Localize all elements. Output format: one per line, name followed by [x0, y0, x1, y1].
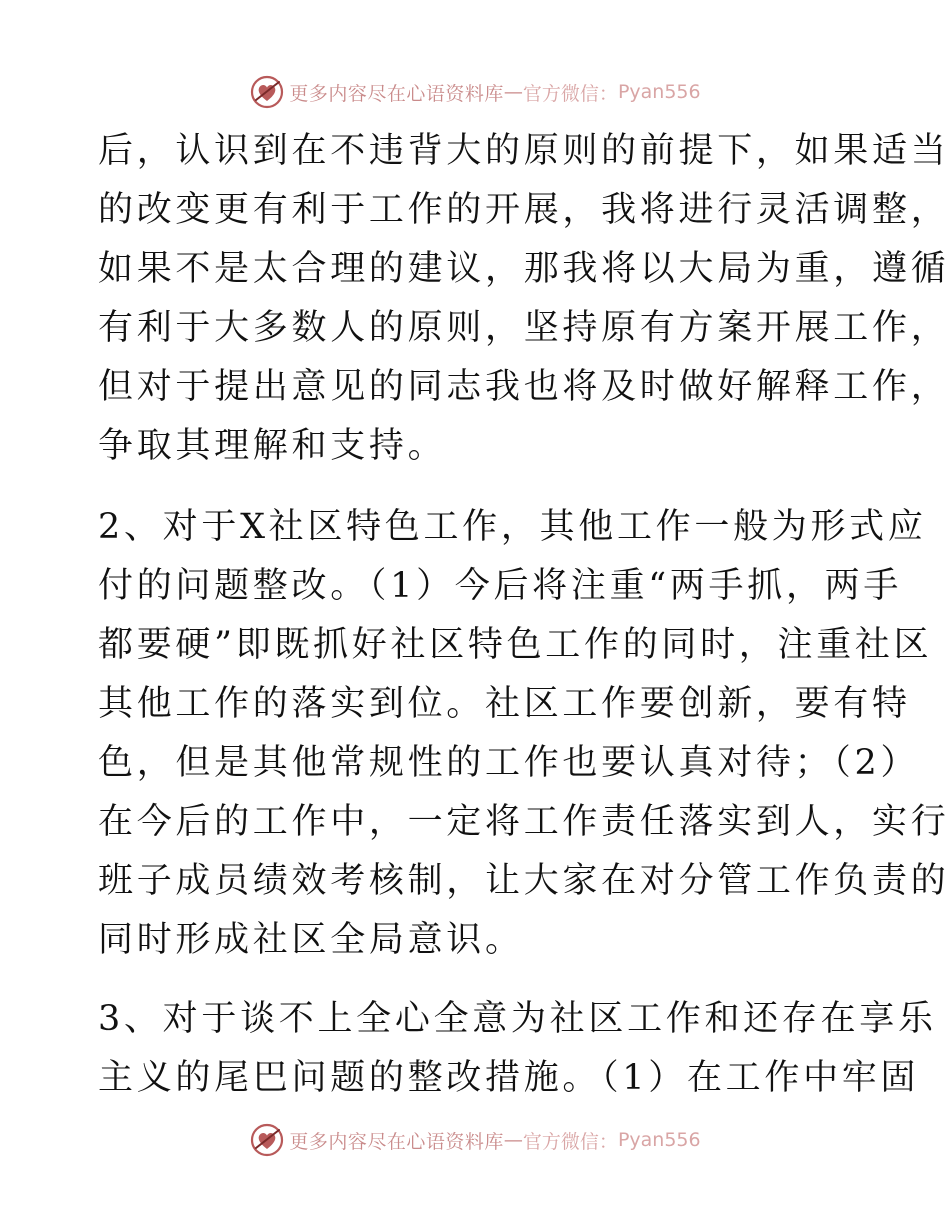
paragraph-spacer	[98, 476, 850, 498]
watermark-account: Pyan556	[617, 81, 701, 103]
paragraph-1	[98, 122, 950, 476]
text-line: 如果不是太合理的建议，那我将以大局为重，遵循	[98, 249, 950, 289]
heart-seal-icon	[249, 74, 285, 110]
watermark-official-label: 官方微信：	[522, 82, 618, 105]
text-line: 有利于大多数人的原则，坚持原有方案开展工作，	[98, 308, 950, 348]
watermark-official-label: 官方微信：	[522, 1130, 618, 1153]
text-line: 在今后的工作中，一定将工作责任落实到人，实行	[98, 802, 950, 842]
watermark-brand: 更多内容尽在心语资料库	[289, 82, 504, 105]
text-line: 都要硬”即既抓好社区特色工作的同时，注重社区	[98, 625, 933, 665]
heart-seal-icon	[249, 1122, 285, 1158]
watermark-separator: —	[503, 81, 523, 103]
text-line: 后，认识到在不违背大的原则的前提下，如果适当	[98, 131, 950, 171]
paragraph-2	[98, 498, 950, 970]
text-line: 付的问题整改。（1）今后将注重“两手抓，两手	[98, 566, 903, 606]
paragraph-3	[98, 990, 937, 1108]
watermark-separator: —	[503, 1129, 523, 1151]
text-line: 主义的尾巴问题的整改措施。（1）在工作中牢固	[98, 1058, 920, 1098]
text-line: 3、对于谈不上全心全意为社区工作和还存在享乐	[98, 999, 937, 1039]
text-line: 色，但是其他常规性的工作也要认真对待；（2）	[98, 743, 920, 783]
text-line: 但对于提出意见的同志我也将及时做好解释工作，	[98, 367, 950, 407]
text-line: 2、对于X社区特色工作，其他工作一般为形式应	[98, 507, 927, 547]
paragraph-spacer	[98, 970, 850, 990]
text-line: 同时形成社区全局意识。	[98, 920, 524, 960]
watermark-brand: 更多内容尽在心语资料库	[289, 1130, 504, 1153]
text-line: 的改变更有利于工作的开展，我将进行灵活调整，	[98, 190, 950, 230]
document-body	[98, 122, 950, 1108]
watermark-account: Pyan556	[617, 1129, 701, 1151]
footer-watermark	[0, 1120, 950, 1160]
text-line: 争取其理解和支持。	[98, 426, 447, 466]
text-line: 班子成员绩效考核制，让大家在对分管工作负责的	[98, 861, 950, 901]
header-watermark	[0, 72, 950, 112]
text-line: 其他工作的落实到位。社区工作要创新，要有特	[98, 684, 911, 724]
